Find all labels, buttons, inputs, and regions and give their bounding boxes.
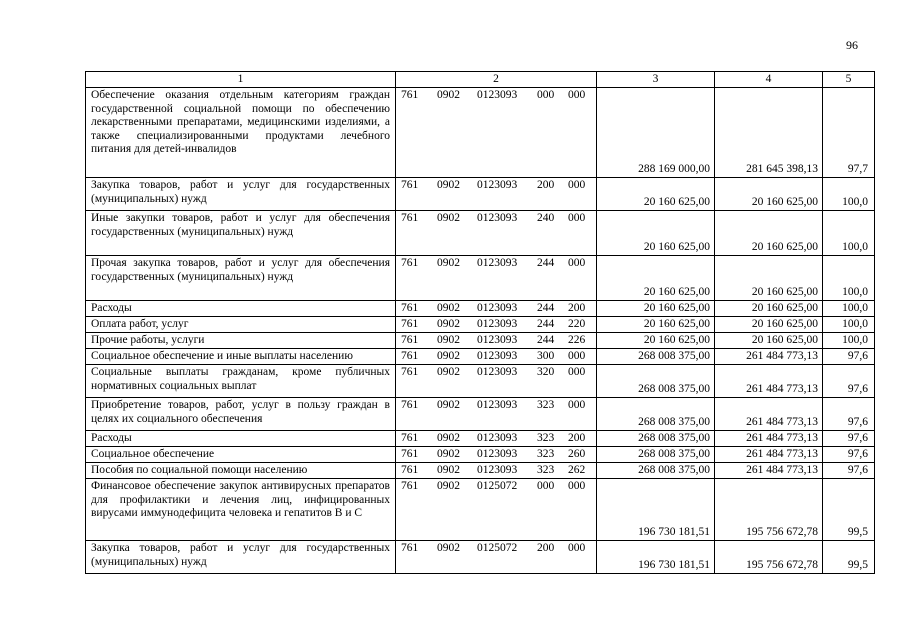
plan-amount: 196 730 181,51 — [597, 479, 715, 541]
expense-type-code: 323 — [537, 448, 555, 460]
row-codes — [396, 398, 597, 431]
kosgu-code: 000 — [568, 399, 586, 411]
fact-amount: 20 160 625,00 — [715, 256, 823, 301]
plan-amount: 196 730 181,51 — [597, 541, 715, 574]
admin-code: 761 — [401, 399, 419, 411]
table-row — [86, 447, 875, 463]
plan-amount: 288 169 000,00 — [597, 88, 715, 178]
execution-percent: 100,0 — [823, 317, 875, 333]
header-cell: 5 — [823, 72, 875, 88]
expense-type-code: 244 — [537, 318, 555, 330]
section-code: 0902 — [437, 432, 460, 444]
row-codes — [396, 431, 597, 447]
table-row — [86, 541, 875, 574]
row-name: Прочие работы, услуги — [86, 333, 396, 349]
header-cell: 1 — [86, 72, 396, 88]
row-name: Закупка товаров, работ и услуг для государственных (муниципальных) нужд — [86, 178, 396, 211]
admin-code: 761 — [401, 334, 419, 346]
kosgu-code: 200 — [568, 302, 586, 314]
row-name: Расходы — [86, 431, 396, 447]
kosgu-code: 000 — [568, 212, 586, 224]
section-code: 0902 — [437, 366, 460, 378]
target-code: 0123093 — [477, 318, 518, 330]
row-codes — [396, 479, 597, 541]
execution-percent: 97,6 — [823, 431, 875, 447]
plan-amount: 268 008 375,00 — [597, 431, 715, 447]
fact-amount: 261 484 773,13 — [715, 431, 823, 447]
expense-type-code: 320 — [537, 366, 555, 378]
fact-amount: 261 484 773,13 — [715, 398, 823, 431]
table-row — [86, 211, 875, 256]
kosgu-code: 000 — [568, 366, 586, 378]
kosgu-code: 000 — [568, 257, 586, 269]
target-code: 0123093 — [477, 334, 518, 346]
admin-code: 761 — [401, 179, 419, 191]
table-row — [86, 317, 875, 333]
admin-code: 761 — [401, 302, 419, 314]
section-code: 0902 — [437, 179, 460, 191]
section-code: 0902 — [437, 464, 460, 476]
row-codes — [396, 317, 597, 333]
plan-amount: 20 160 625,00 — [597, 317, 715, 333]
execution-percent: 100,0 — [823, 256, 875, 301]
row-name: Социальные выплаты гражданам, кроме публичных нормативных социальных выплат — [86, 365, 396, 398]
row-codes — [396, 463, 597, 479]
row-codes — [396, 349, 597, 365]
fact-amount: 20 160 625,00 — [715, 211, 823, 256]
target-code: 0123093 — [477, 399, 518, 411]
header-cell: 3 — [597, 72, 715, 88]
kosgu-code: 262 — [568, 464, 586, 476]
plan-amount: 268 008 375,00 — [597, 349, 715, 365]
table-row — [86, 88, 875, 178]
execution-percent: 100,0 — [823, 211, 875, 256]
fact-amount: 261 484 773,13 — [715, 463, 823, 479]
expense-type-code: 323 — [537, 464, 555, 476]
admin-code: 761 — [401, 89, 419, 101]
row-name: Оплата работ, услуг — [86, 317, 396, 333]
execution-percent: 99,5 — [823, 541, 875, 574]
section-code: 0902 — [437, 399, 460, 411]
expense-type-code: 244 — [537, 302, 555, 314]
target-code: 0123093 — [477, 432, 518, 444]
execution-percent: 97,7 — [823, 88, 875, 178]
row-name: Расходы — [86, 301, 396, 317]
target-code: 0123093 — [477, 89, 518, 101]
execution-percent: 100,0 — [823, 178, 875, 211]
plan-amount: 20 160 625,00 — [597, 333, 715, 349]
table-row — [86, 333, 875, 349]
execution-percent: 97,6 — [823, 398, 875, 431]
plan-amount: 20 160 625,00 — [597, 211, 715, 256]
plan-amount: 268 008 375,00 — [597, 365, 715, 398]
target-code: 0123093 — [477, 179, 518, 191]
row-codes — [396, 178, 597, 211]
execution-percent: 97,6 — [823, 349, 875, 365]
kosgu-code: 220 — [568, 318, 586, 330]
expense-type-code: 240 — [537, 212, 555, 224]
header-row — [86, 72, 875, 88]
row-name: Финансовое обеспечение закупок антивирусных препаратов для профилактики и лечения лиц, инфицированных вирусами иммунодефицита человека и гепатитов В и С — [86, 479, 396, 541]
kosgu-code: 000 — [568, 542, 586, 554]
table-row — [86, 301, 875, 317]
table-row — [86, 365, 875, 398]
row-codes — [396, 365, 597, 398]
row-name: Прочая закупка товаров, работ и услуг для обеспечения государственных (муниципальных) нужд — [86, 256, 396, 301]
row-codes — [396, 256, 597, 301]
section-code: 0902 — [437, 212, 460, 224]
target-code: 0123093 — [477, 212, 518, 224]
section-code: 0902 — [437, 334, 460, 346]
admin-code: 761 — [401, 366, 419, 378]
kosgu-code: 200 — [568, 432, 586, 444]
fact-amount: 261 484 773,13 — [715, 447, 823, 463]
admin-code: 761 — [401, 257, 419, 269]
header-cell: 4 — [715, 72, 823, 88]
target-code: 0125072 — [477, 480, 518, 492]
row-codes — [396, 211, 597, 256]
expense-type-code: 244 — [537, 334, 555, 346]
kosgu-code: 000 — [568, 179, 586, 191]
row-codes — [396, 541, 597, 574]
plan-amount: 268 008 375,00 — [597, 398, 715, 431]
fact-amount: 20 160 625,00 — [715, 301, 823, 317]
expense-type-code: 200 — [537, 542, 555, 554]
expense-type-code: 000 — [537, 89, 555, 101]
plan-amount: 20 160 625,00 — [597, 178, 715, 211]
admin-code: 761 — [401, 480, 419, 492]
row-codes — [396, 333, 597, 349]
target-code: 0123093 — [477, 464, 518, 476]
expense-type-code: 244 — [537, 257, 555, 269]
admin-code: 761 — [401, 464, 419, 476]
page-number: 96 — [846, 38, 858, 52]
kosgu-code: 226 — [568, 334, 586, 346]
plan-amount: 20 160 625,00 — [597, 256, 715, 301]
row-codes — [396, 301, 597, 317]
target-code: 0125072 — [477, 542, 518, 554]
execution-percent: 97,6 — [823, 463, 875, 479]
admin-code: 761 — [401, 432, 419, 444]
expense-type-code: 323 — [537, 432, 555, 444]
target-code: 0123093 — [477, 350, 518, 362]
row-name: Социальное обеспечение и иные выплаты населению — [86, 349, 396, 365]
admin-code: 761 — [401, 318, 419, 330]
target-code: 0123093 — [477, 257, 518, 269]
row-name: Пособия по социальной помощи населению — [86, 463, 396, 479]
section-code: 0902 — [437, 89, 460, 101]
plan-amount: 268 008 375,00 — [597, 447, 715, 463]
kosgu-code: 000 — [568, 89, 586, 101]
row-name: Приобретение товаров, работ, услуг в пользу граждан в целях их социального обеспечения — [86, 398, 396, 431]
section-code: 0902 — [437, 542, 460, 554]
section-code: 0902 — [437, 448, 460, 460]
plan-amount: 268 008 375,00 — [597, 463, 715, 479]
table-row — [86, 463, 875, 479]
budget-table — [85, 71, 875, 574]
table-row — [86, 431, 875, 447]
execution-percent: 99,5 — [823, 479, 875, 541]
fact-amount: 195 756 672,78 — [715, 541, 823, 574]
fact-amount: 261 484 773,13 — [715, 365, 823, 398]
table-row — [86, 398, 875, 431]
section-code: 0902 — [437, 318, 460, 330]
plan-amount: 20 160 625,00 — [597, 301, 715, 317]
kosgu-code: 000 — [568, 350, 586, 362]
row-name: Обеспечение оказания отдельным категориям граждан государственной социальной помощи по обеспечению лекарственными препаратами, медицинскими изделиями, а также специализированными продуктами лечебного питания для детей-инвалидов — [86, 88, 396, 178]
header-cell: 2 — [396, 72, 597, 88]
expense-type-code: 200 — [537, 179, 555, 191]
row-codes — [396, 88, 597, 178]
target-code: 0123093 — [477, 366, 518, 378]
expense-type-code: 300 — [537, 350, 555, 362]
table-row — [86, 256, 875, 301]
section-code: 0902 — [437, 480, 460, 492]
admin-code: 761 — [401, 212, 419, 224]
row-name: Иные закупки товаров, работ и услуг для обеспечения государственных (муниципальных) нужд — [86, 211, 396, 256]
table-row — [86, 178, 875, 211]
execution-percent: 100,0 — [823, 333, 875, 349]
admin-code: 761 — [401, 542, 419, 554]
row-name: Закупка товаров, работ и услуг для государственных (муниципальных) нужд — [86, 541, 396, 574]
execution-percent: 97,6 — [823, 365, 875, 398]
kosgu-code: 000 — [568, 480, 586, 492]
section-code: 0902 — [437, 350, 460, 362]
fact-amount: 281 645 398,13 — [715, 88, 823, 178]
row-codes — [396, 447, 597, 463]
kosgu-code: 260 — [568, 448, 586, 460]
admin-code: 761 — [401, 448, 419, 460]
fact-amount: 20 160 625,00 — [715, 333, 823, 349]
execution-percent: 97,6 — [823, 447, 875, 463]
fact-amount: 20 160 625,00 — [715, 317, 823, 333]
fact-amount: 261 484 773,13 — [715, 349, 823, 365]
row-name: Социальное обеспечение — [86, 447, 396, 463]
fact-amount: 195 756 672,78 — [715, 479, 823, 541]
admin-code: 761 — [401, 350, 419, 362]
expense-type-code: 000 — [537, 480, 555, 492]
table-row — [86, 479, 875, 541]
section-code: 0902 — [437, 257, 460, 269]
target-code: 0123093 — [477, 302, 518, 314]
expense-type-code: 323 — [537, 399, 555, 411]
execution-percent: 100,0 — [823, 301, 875, 317]
section-code: 0902 — [437, 302, 460, 314]
table-row — [86, 349, 875, 365]
fact-amount: 20 160 625,00 — [715, 178, 823, 211]
target-code: 0123093 — [477, 448, 518, 460]
